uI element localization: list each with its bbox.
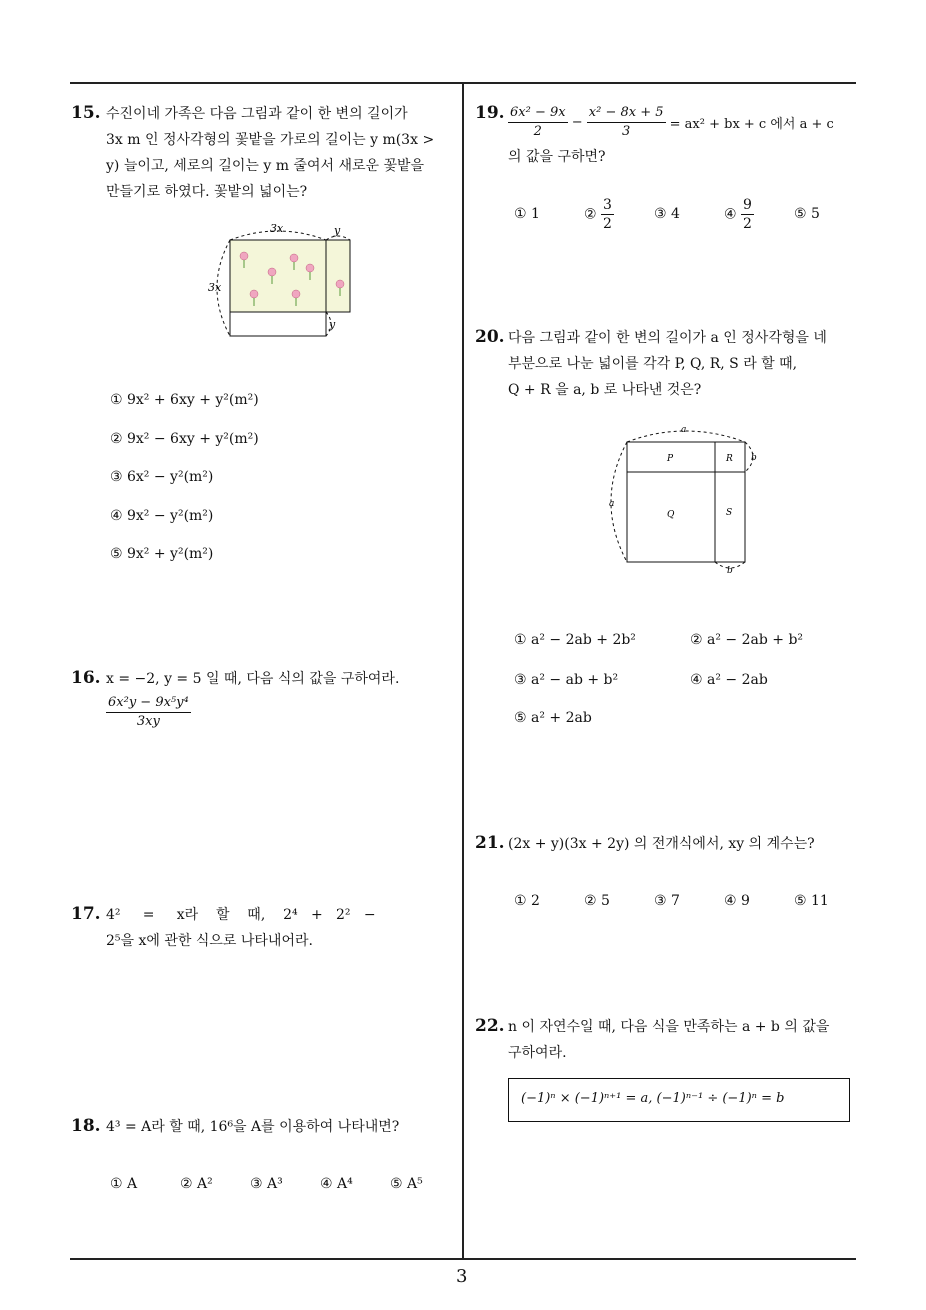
q16-frac-denominator: 3xy xyxy=(136,714,160,729)
q19-frac1-den: 2 xyxy=(533,124,542,139)
q15-flowerbed-figure xyxy=(200,218,370,348)
q19-option-4[interactable] xyxy=(724,196,754,233)
q20-fig-Q: Q xyxy=(667,510,675,520)
q20-fig-P: P xyxy=(667,454,674,464)
q15-option-3[interactable]: ③ 6x² − y²(m²) xyxy=(110,469,214,485)
q19-equation-rest: = ax² + bx + c 에서 a + c xyxy=(669,117,834,132)
q20-fig-S: S xyxy=(726,508,733,518)
q19-opt2-num: 3 xyxy=(603,197,612,213)
q21-option-4[interactable]: ④ 9 xyxy=(724,893,750,909)
q15-fig-top-y-label: y xyxy=(334,224,341,237)
q19-opt4-den: 2 xyxy=(743,216,752,232)
q20-fig-b-right: b xyxy=(751,453,757,463)
q19-option-2-mark: ② xyxy=(584,206,597,223)
q18-option-1[interactable]: ① A xyxy=(110,1176,138,1192)
q16-text: x = −2, y = 5 일 때, 다음 식의 값을 구하여라. xyxy=(106,671,400,687)
q20-number: 20. xyxy=(475,327,505,347)
q19-text-line2: 의 값을 구하면? xyxy=(508,149,606,165)
q19-option-5[interactable]: ⑤ 5 xyxy=(794,206,820,222)
q18-option-2[interactable]: ② A² xyxy=(180,1176,213,1192)
q22-number: 22. xyxy=(475,1016,505,1036)
q15-fig-bottom-y-label: y xyxy=(329,318,336,331)
q20-option-3[interactable]: ③ a² − ab + b² xyxy=(514,672,619,688)
q19-frac2-den: 3 xyxy=(621,124,631,139)
page-number: 3 xyxy=(456,1266,468,1287)
q22-condition-box xyxy=(508,1078,850,1122)
q21-option-1[interactable]: ① 2 xyxy=(514,893,540,909)
q20-fig-b-bottom: b xyxy=(727,566,733,576)
q15-option-4[interactable]: ④ 9x² − y²(m²) xyxy=(110,508,214,524)
q15-text-line4: 만들기로 하였다. 꽃밭의 넓이는? xyxy=(106,184,308,200)
q21-option-3[interactable]: ③ 7 xyxy=(654,893,680,909)
q19-frac2-num: x² − 8x + 5 xyxy=(587,104,666,123)
q22-text-line2: 구하여라. xyxy=(508,1045,567,1061)
q16-fraction xyxy=(106,694,191,731)
q18-option-3[interactable]: ③ A³ xyxy=(250,1176,283,1192)
q20-fig-R: R xyxy=(726,454,733,464)
q20-option-5[interactable]: ⑤ a² + 2ab xyxy=(514,710,592,726)
q15-fig-top-label: 3x xyxy=(270,222,284,235)
q20-option-4[interactable]: ④ a² − 2ab xyxy=(690,672,768,688)
q20-fig-a-top: a xyxy=(681,425,687,435)
q17-number: 17. xyxy=(71,904,101,924)
q15-fig-left-label: 3x xyxy=(208,281,222,294)
q19-option-3[interactable]: ③ 4 xyxy=(654,206,680,222)
q15-option-5[interactable]: ⑤ 9x² + y²(m²) xyxy=(110,546,214,562)
q19-option-4-mark: ④ xyxy=(724,206,737,223)
q20-text-line1: 다음 그림과 같이 한 변의 길이가 a 인 정사각형을 네 xyxy=(508,330,827,346)
q18-text: 4³ = A라 할 때, 16⁶을 A를 이용하여 나타내면? xyxy=(106,1119,400,1135)
q19-number: 19. xyxy=(475,103,505,123)
q18-option-4[interactable]: ④ A⁴ xyxy=(320,1176,353,1192)
q18-number: 18. xyxy=(71,1116,101,1136)
q20-option-2[interactable]: ② a² − 2ab + b² xyxy=(690,632,804,648)
q17-text-line1: 4² = x라 할 때, 2⁴ + 2² − xyxy=(106,907,376,923)
q20-text-line3: Q + R 을 a, b 로 나타낸 것은? xyxy=(508,382,702,398)
q18-option-5[interactable]: ⑤ A⁵ xyxy=(390,1176,423,1192)
q21-option-5[interactable]: ⑤ 11 xyxy=(794,893,829,909)
q20-text-line2: 부분으로 나눈 넓이를 각각 P, Q, R, S 라 할 때, xyxy=(508,356,798,372)
q16-frac-numerator: 6x²y − 9x⁵y⁴ xyxy=(106,694,191,713)
q19-option-2[interactable] xyxy=(584,196,614,233)
column-divider xyxy=(462,82,464,1259)
q22-text-line1: n 이 자연수일 때, 다음 식을 만족하는 a + b 의 값을 xyxy=(508,1019,830,1035)
q20-option-1[interactable]: ① a² − 2ab + 2b² xyxy=(514,632,636,648)
q17-text-line2: 2⁵을 x에 관한 식으로 나타내어라. xyxy=(106,933,313,949)
q15-text-line3: y) 늘이고, 세로의 길이는 y m 줄여서 새로운 꽃밭을 xyxy=(106,158,425,174)
q16-number: 16. xyxy=(71,668,101,688)
q21-option-2[interactable]: ② 5 xyxy=(584,893,610,909)
q22-condition-text: (−1)ⁿ × (−1)ⁿ⁺¹ = a, (−1)ⁿ⁻¹ ÷ (−1)ⁿ = b xyxy=(521,1091,785,1106)
q15-option-2[interactable]: ② 9x² − 6xy + y²(m²) xyxy=(110,431,259,447)
q19-option-1[interactable]: ① 1 xyxy=(514,206,540,222)
q19-minus: − xyxy=(571,115,583,130)
bottom-rule xyxy=(70,1258,856,1260)
q19-frac1-num: 6x² − 9x xyxy=(508,104,568,123)
q15-text-line2: 3x m 인 정사각형의 꽃밭을 가로의 길이는 y m(3x > xyxy=(106,132,435,148)
q15-number: 15. xyxy=(71,103,101,123)
q20-square-figure xyxy=(595,420,765,580)
q21-number: 21. xyxy=(475,833,505,853)
q19-opt2-den: 2 xyxy=(603,216,612,232)
q21-text: (2x + y)(3x + 2y) 의 전개식에서, xy 의 계수는? xyxy=(508,836,815,852)
q19-equation xyxy=(508,104,834,141)
q19-opt4-num: 9 xyxy=(743,197,752,213)
q20-fig-a-left: a xyxy=(609,499,615,509)
q15-option-1[interactable]: ① 9x² + 6xy + y²(m²) xyxy=(110,392,259,408)
q15-text-line1: 수진이네 가족은 다음 그림과 같이 한 변의 길이가 xyxy=(106,106,408,122)
